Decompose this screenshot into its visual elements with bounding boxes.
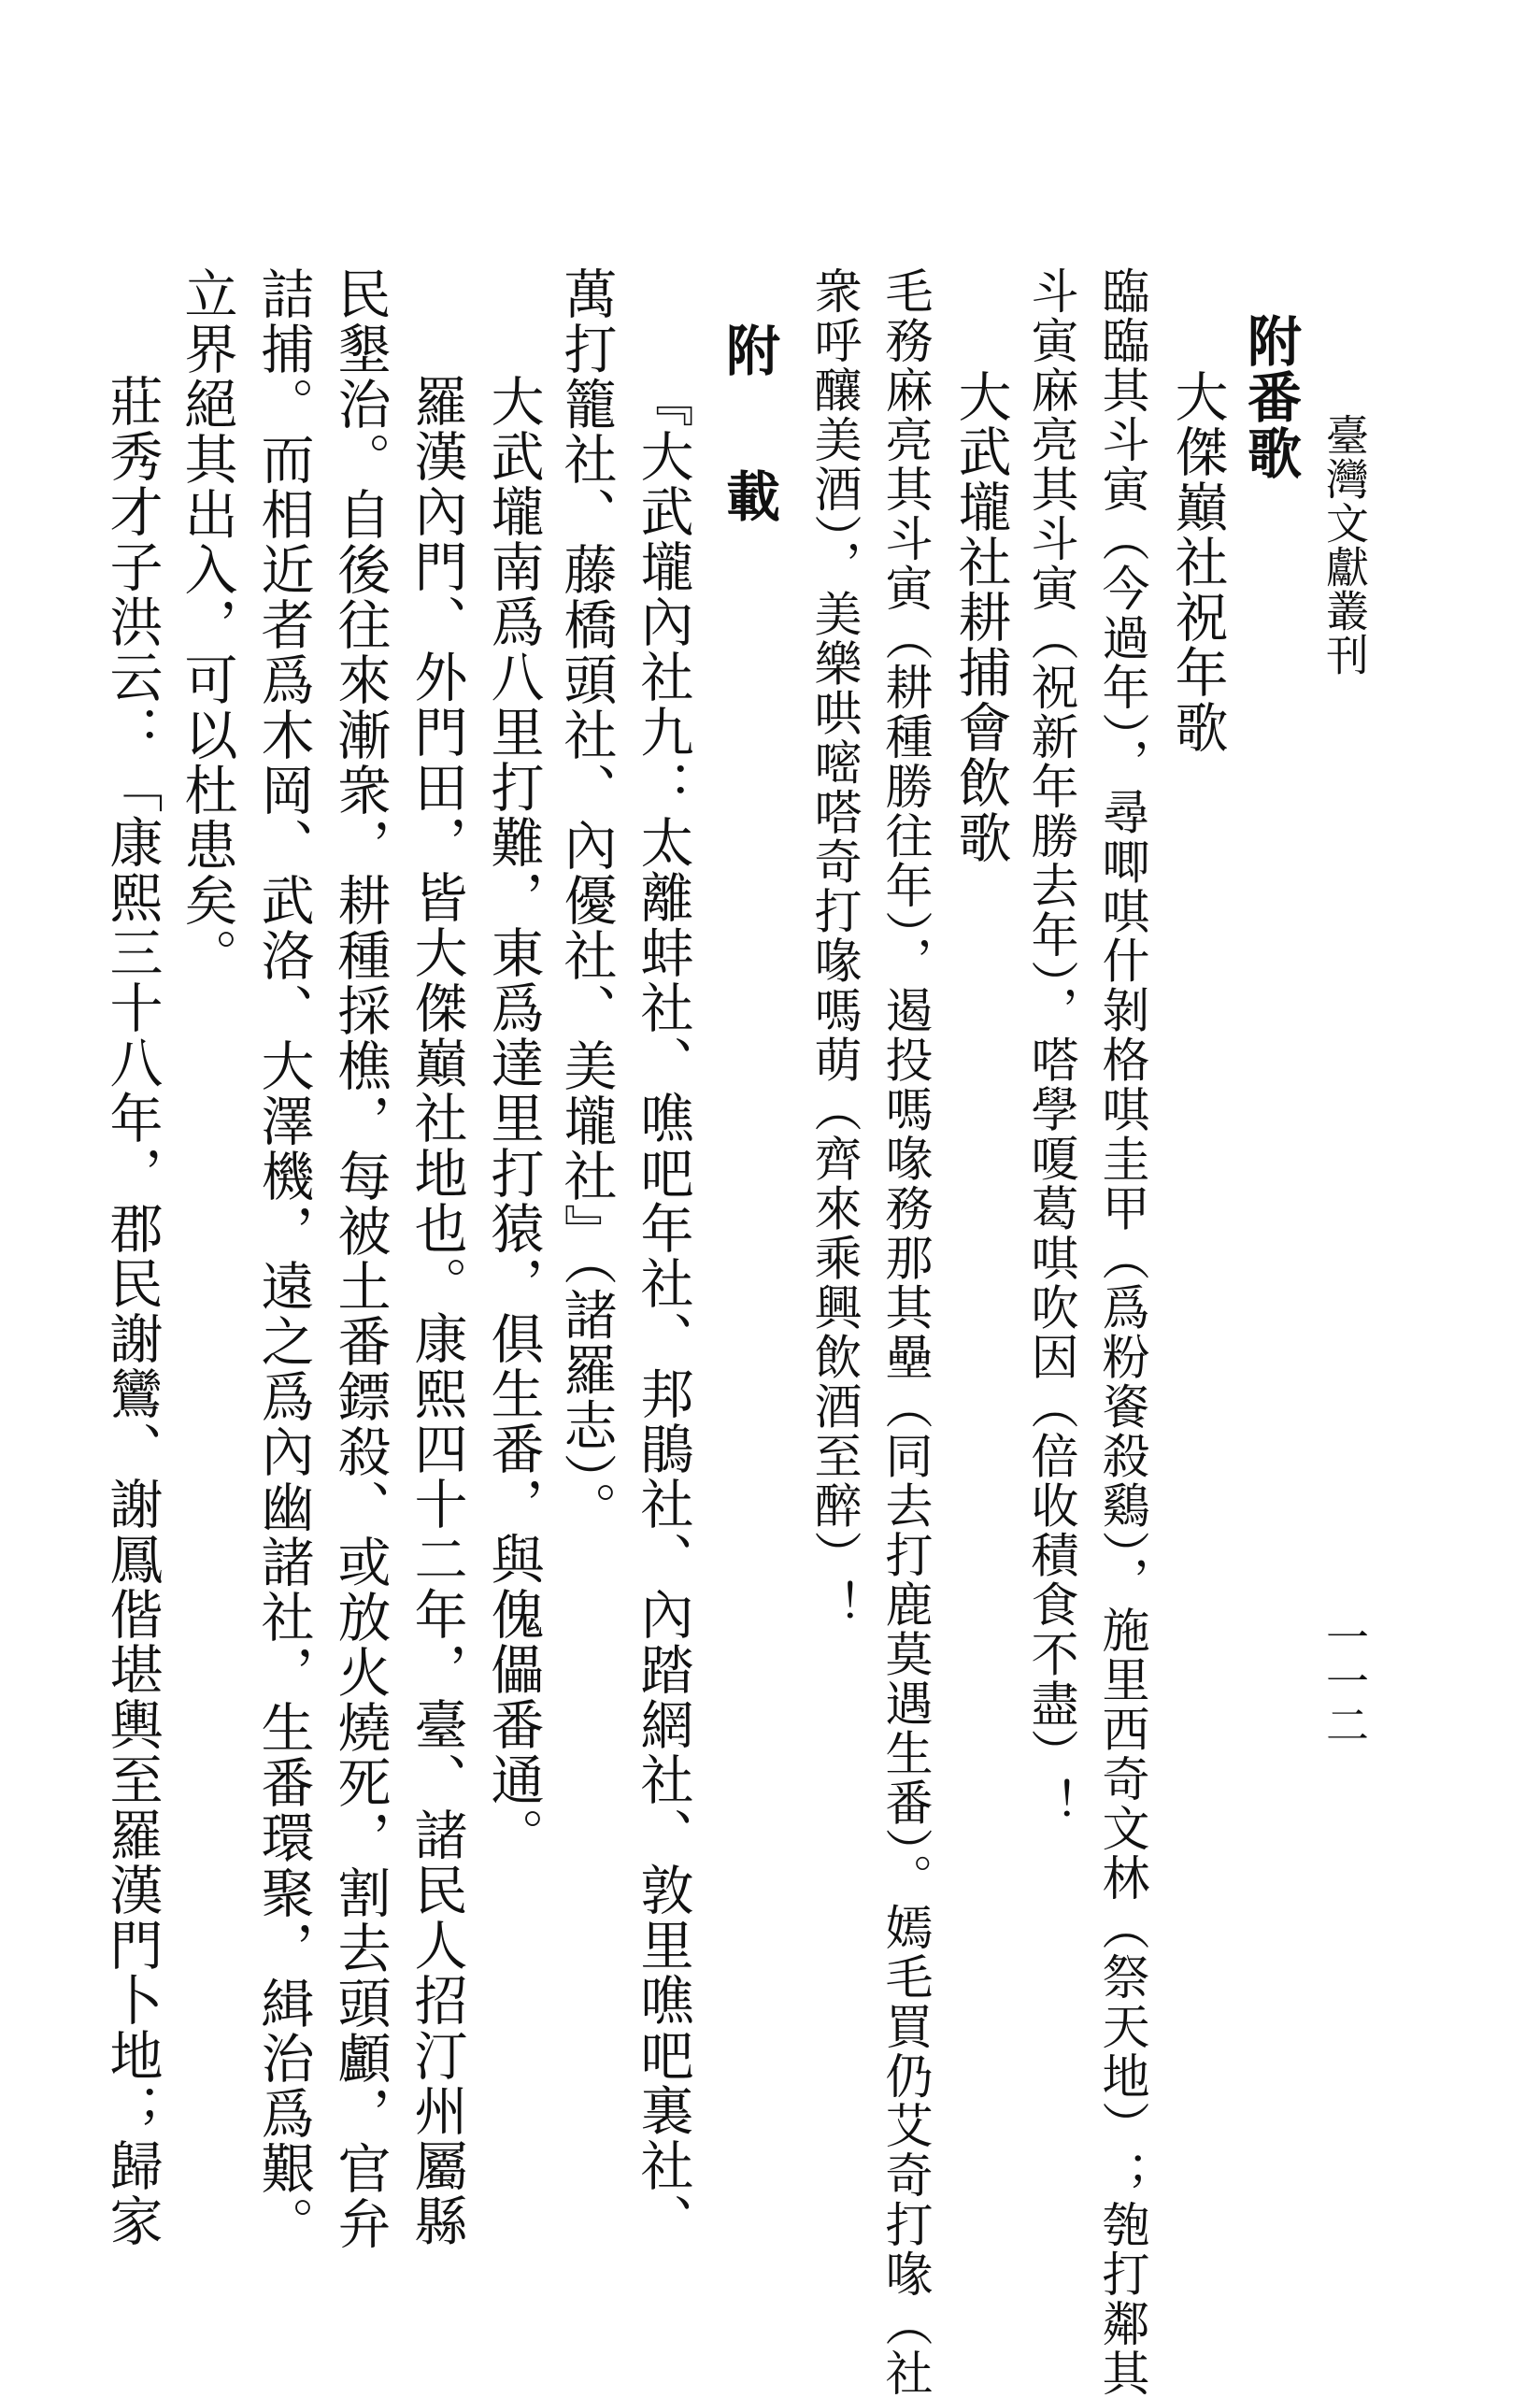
running-title: 臺灣文獻叢刊 bbox=[1319, 413, 1370, 677]
text-column: 立界絕其出入，可以杜患矣。 bbox=[176, 266, 237, 983]
section-heading-fanke: 附番歌 bbox=[1238, 313, 1302, 481]
lyrics-line: 臨臨其斗寅（今過年），尋唧唭什剝格唭圭甲（爲粉餈殺鷄），施里西奇文林（祭天地）；匏打鄰其 bbox=[1093, 266, 1148, 2398]
text-column: 詰捕。而相近者爲木岡、武洛、大澤機，遠之爲內幽諸社，生番環聚，緝治爲艱。 bbox=[252, 266, 314, 2251]
lyrics-line: 斗寅麻亮其斗寅（祝新年勝去年），嗒學嗄葛唭吹因（倍收積食不盡）！ bbox=[1022, 266, 1077, 1828]
page-number: 一一二 bbox=[1319, 1615, 1370, 1747]
lyrics-line: 毛務麻亮其斗寅（耕種勝往年），遏投嗎喙務那其壘（同去打鹿莫遇生番）。嫣毛買仍艾奇打喙（社 bbox=[877, 266, 932, 2398]
song-title-dawulong: 大武壠社耕捕會飲歌 bbox=[949, 369, 1011, 865]
text-column: 大武壠南爲八里打難，東爲達里打猿，俱生番，與傀儡番通。 bbox=[482, 374, 544, 1863]
section-heading-fuzai: 附 載 bbox=[717, 322, 780, 541]
lyrics-line: 衆呼釀美酒），美樂哄嘧嗒奇打喙嗎萌（齊來乘興飲酒至醉）！ bbox=[806, 266, 861, 1630]
text-column: 羅漢內門、外門田，皆大傑巔社地也。康熙四十二年，臺、諸民人招汀州屬縣 bbox=[406, 374, 467, 2248]
song-title-dajieyan: 大傑巔社祝年歌 bbox=[1166, 369, 1228, 755]
text-column: 萬打籠社、藤橋頭社、內優社、美壠社』（諸羅志）。 bbox=[555, 266, 617, 1536]
text-column: 『大武壠內社九：太離蚌社、噍吧年社、邦鵑社、內踏網社、敦里噍吧裏社、 bbox=[632, 374, 693, 2248]
text-column: 莊秀才子洪云：「康熙三十八年，郡民謝鸞、謝鳳偕堪輿至羅漢門卜地；歸家 bbox=[101, 374, 163, 2248]
text-column: 民墾治。自後往來漸衆，耕種採樵，每被土番鏢殺、或放火燒死，割去頭顱，官弁 bbox=[329, 266, 391, 2251]
